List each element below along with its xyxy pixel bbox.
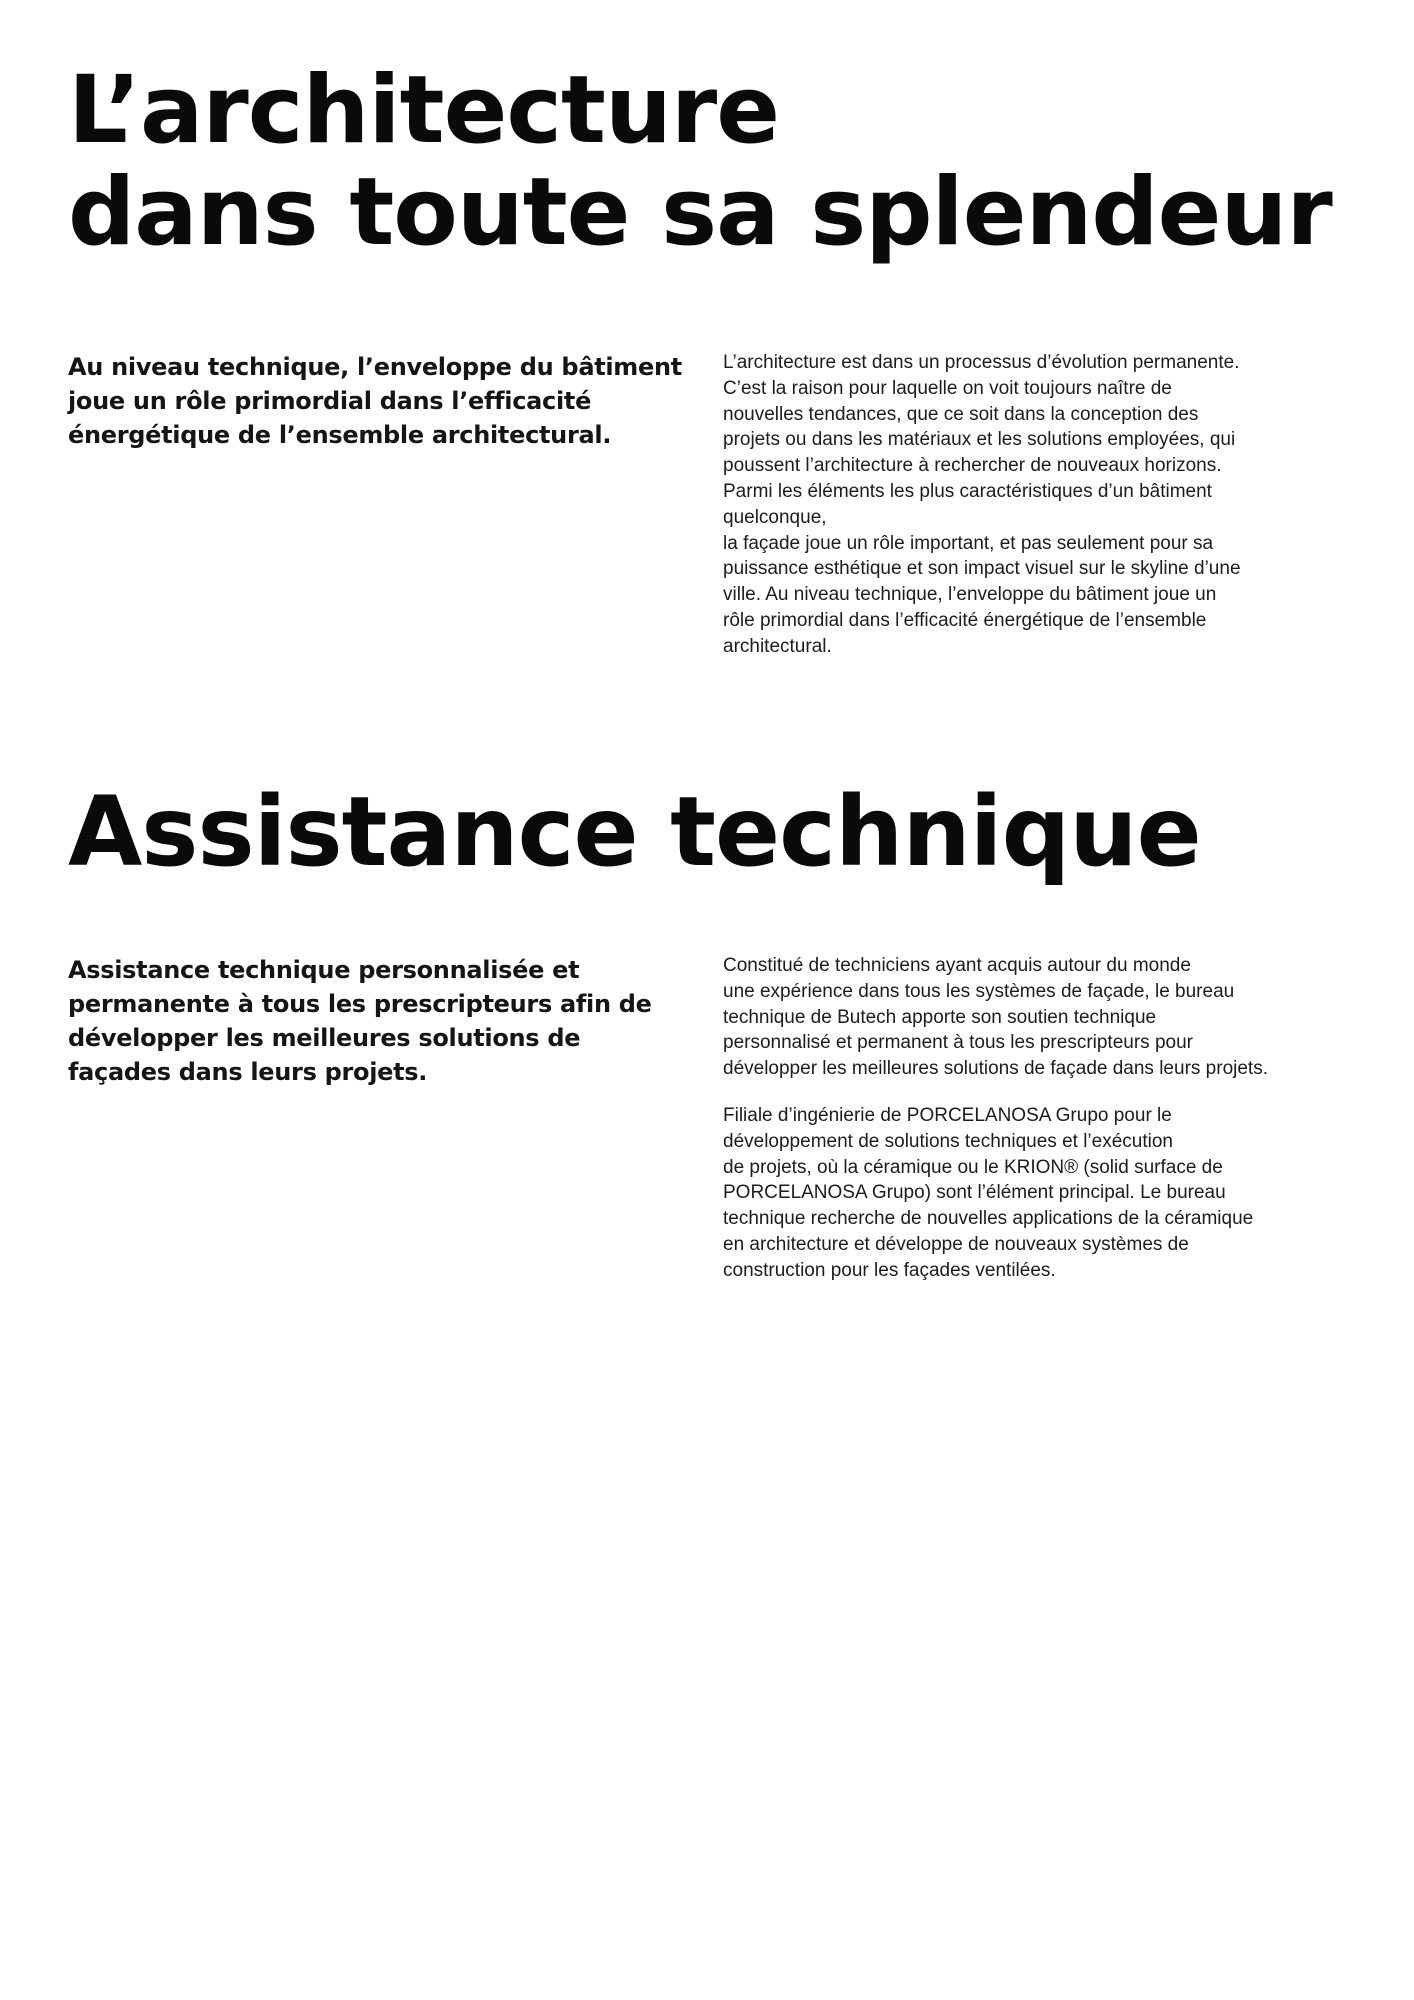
body-line: puissance esthétique et son impact visuel sur le skyline d’une bbox=[723, 558, 1241, 580]
body-line: architectural. bbox=[723, 635, 832, 657]
body-line: nouvelles tendances, que ce soit dans la conception des bbox=[723, 403, 1199, 425]
page-title bbox=[68, 56, 1348, 267]
body-line: ville. Au niveau technique, l’enveloppe du bâtiment joue un bbox=[723, 584, 1217, 606]
body-line: projets ou dans les matériaux et les solutions employées, qui bbox=[723, 429, 1236, 451]
body-line: développer les meilleures solutions de façade dans leurs projets. bbox=[723, 1058, 1268, 1080]
body-line: poussent l’architecture à rechercher de nouveaux horizons. bbox=[723, 455, 1222, 477]
body-text bbox=[723, 350, 1363, 660]
body-line: PORCELANOSA Grupo) sont l’élément principal. Le bureau bbox=[723, 1182, 1226, 1204]
lead-line: Au niveau technique, l’enveloppe du bâtiment bbox=[68, 353, 682, 381]
body-text bbox=[723, 953, 1363, 1284]
lead-line: développer les meilleures solutions de bbox=[68, 1024, 581, 1052]
body-line: C’est la raison pour laquelle on voit toujours naître de bbox=[723, 377, 1172, 399]
lead-paragraph bbox=[68, 350, 682, 452]
body-line: une expérience dans tous les systèmes de façade, le bureau bbox=[723, 980, 1235, 1002]
title-line: Assistance technique bbox=[68, 776, 1201, 888]
body-line: la façade joue un rôle important, et pas seulement pour sa bbox=[723, 532, 1214, 554]
body-line: rôle primordial dans l’efficacité énergétique de l’ensemble bbox=[723, 609, 1207, 631]
lead-line: Assistance technique personnalisée et bbox=[68, 956, 580, 984]
body-line: en architecture et développe de nouveaux systèmes de bbox=[723, 1233, 1189, 1255]
body-line: L’architecture est dans un processus d’évolution permanente. bbox=[723, 352, 1240, 373]
body-line: Parmi les éléments les plus caractéristiques d’un bâtiment bbox=[723, 480, 1212, 502]
lead-line: énergétique de l’ensemble architectural. bbox=[68, 421, 612, 449]
body-line: développement de solutions techniques et l’exécution bbox=[723, 1130, 1173, 1152]
body-line: personnalisé et permanent à tous les prescripteurs pour bbox=[723, 1032, 1193, 1054]
lead-line: permanente à tous les prescripteurs afin de bbox=[68, 990, 652, 1018]
title-line: dans toute sa splendeur bbox=[68, 158, 1332, 267]
title-line: L’architecture bbox=[68, 56, 780, 165]
section-title bbox=[68, 776, 1348, 888]
body-line: quelconque, bbox=[723, 506, 827, 528]
body-paragraph bbox=[723, 350, 1363, 660]
body-paragraph bbox=[723, 953, 1363, 1082]
body-paragraph bbox=[723, 1103, 1363, 1284]
body-line: Constitué de techniciens ayant acquis autour du monde bbox=[723, 955, 1191, 976]
body-line: technique recherche de nouvelles applications de la céramique bbox=[723, 1208, 1254, 1230]
lead-line: façades dans leurs projets. bbox=[68, 1058, 428, 1086]
lead-paragraph bbox=[68, 953, 668, 1089]
section-architecture bbox=[68, 56, 1348, 657]
body-line: construction pour les façades ventilées. bbox=[723, 1259, 1056, 1281]
lead-line: joue un rôle primordial dans l’efficacité bbox=[68, 387, 592, 415]
body-line: de projets, où la céramique ou le KRION® (solid surface de bbox=[723, 1156, 1223, 1178]
body-line: technique de Butech apporte son soutien technique bbox=[723, 1006, 1157, 1028]
body-line: Filiale d’ingénierie de PORCELANOSA Grupo pour le bbox=[723, 1104, 1172, 1126]
section-assistance bbox=[68, 776, 1348, 1281]
